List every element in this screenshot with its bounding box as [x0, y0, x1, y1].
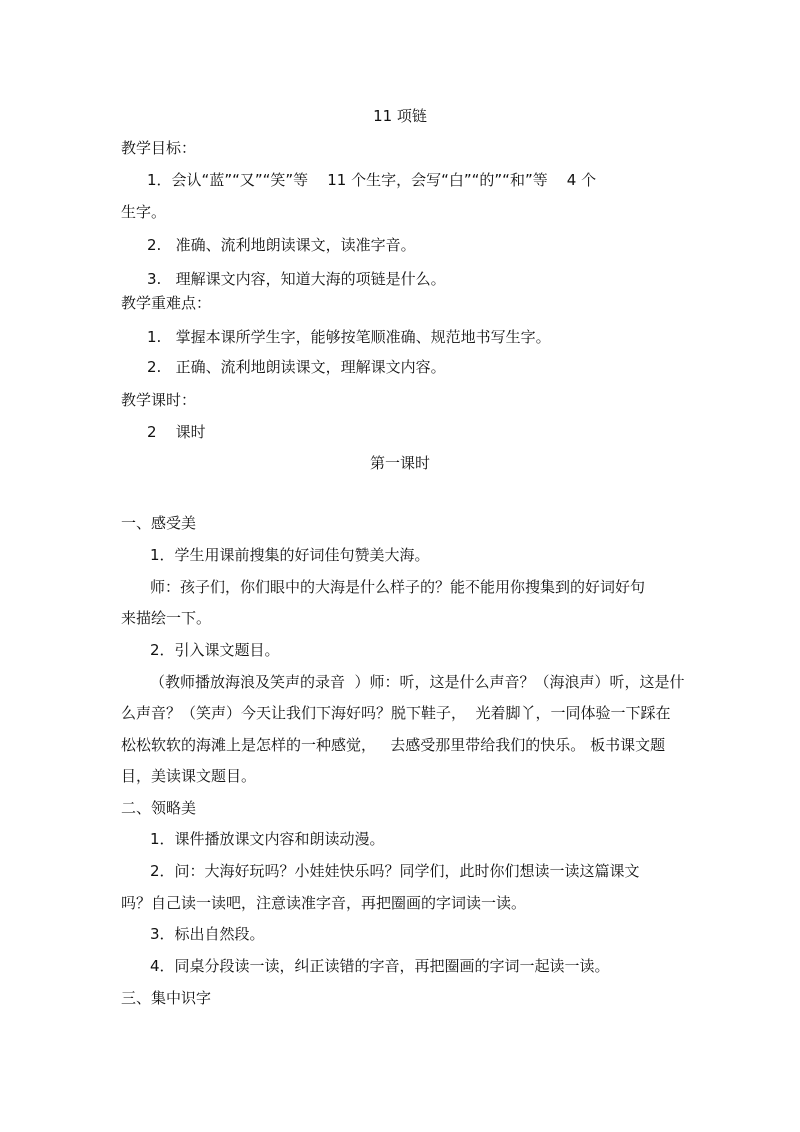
paragraph-line-3: 松松软软的海滩上是怎样的一种感觉， 去感受那里带给我们的快乐。 板书课文题 — [121, 736, 666, 754]
section-1-heading: 一、感受美 — [121, 514, 197, 532]
section-1-item-1: 1．学生用课前搜集的好词佳句赞美大海。 — [150, 546, 430, 564]
paragraph-line-4: 目，美读课文题目。 — [121, 767, 257, 785]
hours-heading: 教学课时： — [121, 391, 197, 409]
teacher-line-1: 师：孩子们，你们眼中的大海是什么样子的？能不能用你搜集到的好词好句 — [150, 578, 646, 596]
section-2-item-4: 4．同桌分段读一读，纠正读错的字音，再把圈画的字词一起读一读。 — [150, 957, 610, 975]
goal-1-line-1: 1．会认“蓝”“又”“笑”等 11 个生字，会写“白”“的”“和”等 4 个 — [147, 171, 597, 189]
goal-1-line-2: 生字。 — [121, 203, 167, 221]
key-points-heading: 教学重难点： — [121, 294, 212, 312]
section-2-item-3: 3．标出自然段。 — [150, 925, 265, 943]
goal-3: 3. 理解课文内容，知道大海的项链是什么。 — [147, 270, 446, 288]
section-2-item-1: 1．课件播放课文内容和朗读动漫。 — [150, 830, 385, 848]
teacher-line-2: 来描绘一下。 — [121, 609, 212, 627]
key-point-2: 2. 正确、流利地朗读课文，理解课文内容。 — [147, 358, 446, 376]
goal-2: 2. 准确、流利地朗读课文，读准字音。 — [147, 236, 416, 254]
section-3-heading: 三、集中识字 — [121, 989, 212, 1007]
lesson-title: 第一课时 — [369, 454, 430, 472]
goals-heading: 教学目标： — [121, 139, 197, 157]
hours-value: 2 课时 — [147, 423, 206, 441]
section-2-item-2-line-2: 吗？自己读一读吧，注意读准字音，再把圈画的字词读一读。 — [121, 894, 527, 912]
paragraph-line-1: （教师播放海浪及笑声的录音 ）师：听，这是什么声音？（海浪声）听，这是什 — [150, 673, 685, 691]
doc-title: 11 项链 — [373, 107, 427, 125]
section-2-item-2-line-1: 2．问：大海好玩吗？小娃娃快乐吗？同学们，此时你们想读一读这篇课文 — [150, 862, 640, 880]
paragraph-line-2: 么声音？（笑声）今天让我们下海好吗？脱下鞋子， 光着脚丫，一同体验一下踩在 — [121, 704, 671, 722]
section-2-heading: 二、领略美 — [121, 799, 197, 817]
key-point-1: 1. 掌握本课所学生字，能够按笔顺准确、规范地书写生字。 — [147, 328, 551, 346]
section-1-item-2: 2．引入课文题目。 — [150, 641, 280, 659]
